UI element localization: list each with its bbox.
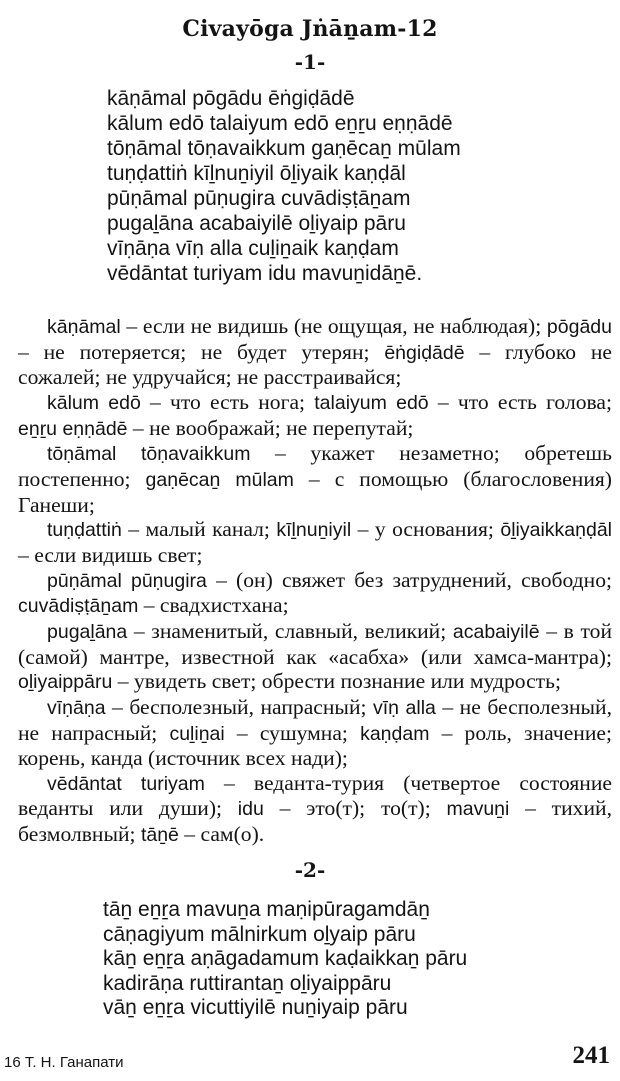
commentary-paragraph [18, 441, 612, 517]
glossary-definition: – с помощью (благословения) Ганеши; [18, 466, 612, 517]
commentary-paragraph [18, 619, 612, 695]
commentary [18, 314, 612, 848]
commentary-paragraph [18, 771, 612, 848]
commentary-paragraph [18, 390, 612, 441]
verse-line: vīṇāṇa vīṇ alla cuḻiṉaik kaṇḍam [107, 237, 399, 260]
glossary-definition: – малый канал; [121, 517, 277, 542]
glossary-term: acabaiyilē [452, 620, 540, 643]
glossary-definition: – сам(о). [178, 822, 265, 847]
commentary-paragraph [18, 517, 612, 567]
glossary-definition: – не бесполезный, не напрасный; [18, 694, 612, 745]
glossary-term: kīḻnuṉiyil [276, 519, 352, 542]
verse-line: tōṇāmal tōṇavaikkum gaṇēcaṉ mūlam [107, 137, 461, 160]
glossary-definition: – глубоко не сожалей; не удручайся; не расстраивайся; [18, 339, 612, 390]
glossary-definition: – роль, значение; корень, канда (источник всех нади); [18, 720, 612, 771]
glossary-term: kālum edō [47, 391, 141, 414]
glossary-definition: – что есть голова; [428, 389, 613, 414]
glossary-definition: – что есть нога; [140, 389, 315, 414]
glossary-definition: – не потеряется; не будет утерян; [18, 339, 385, 364]
glossary-term: pōgādu [546, 316, 612, 338]
glossary-definition: – бесполезный, напрасный; [105, 694, 373, 719]
glossary-term: kāṇāmal [47, 316, 121, 338]
glossary-term: vīṇ alla [373, 696, 436, 719]
glossary-term: vēdāntat turiyam [47, 772, 205, 795]
page-title: Civayōga Jṅāṉam-12 [182, 16, 438, 42]
verse-line: tāṉ eṉṟa mavuṉa maṇipūragamdāṉ [103, 898, 430, 921]
glossary-term: cuḻiṉai [169, 722, 225, 745]
glossary-definition: – сушумна; [224, 720, 361, 745]
glossary-definition: – веданта-турия (четвертое состояние веданты или души); [18, 770, 613, 821]
section-1-number: -1- [294, 50, 326, 74]
commentary-paragraph [18, 314, 612, 390]
glossary-term: gaṇēcaṉ mūlam [145, 468, 294, 491]
glossary-term: ōḻiyaikkaṇḍāl [500, 519, 612, 542]
footer-signature: 16 Т. Н. Ганапати [4, 1054, 124, 1071]
verse-line: kāṇāmal pōgādu ēṅgiḍādē [107, 87, 355, 110]
verse-line: pūṇāmal pūṇugira cuvādiṣṭāṉam [107, 187, 411, 210]
section-2-number: -2- [294, 858, 326, 882]
glossary-definition: – свадхистхана; [138, 593, 289, 618]
glossary-definition: – увидеть свет; обрести познание или мудрость; [112, 669, 561, 694]
glossary-definition: – (он) свяжет без затруднений, свободно; [206, 567, 612, 592]
verse-line: vēdāntat turiyam idu mavuṉidāṉē. [107, 262, 423, 285]
glossary-term: tuṇḍattiṅ [47, 519, 122, 542]
glossary-term: pugaḻāna [47, 620, 128, 643]
verse-line: tuṇḍattiṅ kīḻnuṉiyil ōḻiyaik kaṇḍāl [107, 162, 406, 185]
commentary-paragraph [18, 695, 612, 771]
section-2-verse [103, 898, 467, 1021]
glossary-term: kaṇḍam [360, 722, 430, 745]
glossary-term: tōṇāmal tōṇavaikkum [47, 443, 251, 466]
glossary-definition: – не воображай; не перепутай; [127, 415, 414, 440]
glossary-definition: – тихий, безмолвный; [18, 796, 612, 847]
page-number: 241 [572, 1042, 610, 1069]
glossary-term: tāṉē [140, 824, 179, 847]
section-1-verse [107, 86, 461, 286]
glossary-term: eṉṟu eṇṇādē [18, 417, 128, 440]
glossary-term: vīṇāṇa [47, 696, 106, 719]
verse-line: kadirāṇa ruttirantaṉ oḻiyaippāru [103, 971, 392, 995]
glossary-definition: – это(т); то(т); [263, 796, 447, 821]
glossary-term: idu [237, 798, 264, 821]
glossary-term: mavuṉi [446, 798, 510, 821]
glossary-definition: – если не видишь (не ощущая, не наблюдая); [120, 314, 547, 338]
verse-line: cāṇagiyum mālnirkum oḻyaip pāru [103, 922, 416, 946]
verse-line: kālum edō talaiyum edō eṉṟu eṇṇādē [107, 112, 453, 135]
glossary-definition: – укажет незаметно; обретешь постепенно; [18, 441, 613, 491]
glossary-term: ēṅgiḍādē [384, 341, 465, 364]
commentary-paragraph [18, 568, 612, 619]
verse-line: kāṉ eṉṟa aṇāgadamum kaḍaikkaṉ pāru [103, 947, 468, 971]
glossary-definition: – у основания; [351, 517, 501, 542]
verse-line: pugaḻāna acabaiyilē oḻiyaip pāru [107, 212, 406, 235]
glossary-definition: – в той (самой) мантре, известной как «асабха» (или хамса-мантра); [18, 618, 612, 669]
glossary-term: cuvādiṣṭāṉam [18, 595, 139, 618]
glossary-definition: – если видишь свет; [18, 542, 203, 567]
glossary-term: pūṇāmal pūṇugira [47, 569, 207, 592]
glossary-term: talaiyum edō [314, 391, 429, 414]
glossary-term: oḻiyaippāru [18, 671, 113, 694]
verse-line: vāṉ eṉṟa vicuttiyilē nuṉiyaip pāru [103, 996, 408, 1020]
glossary-definition: – знаменитый, славный, великий; [127, 618, 453, 643]
